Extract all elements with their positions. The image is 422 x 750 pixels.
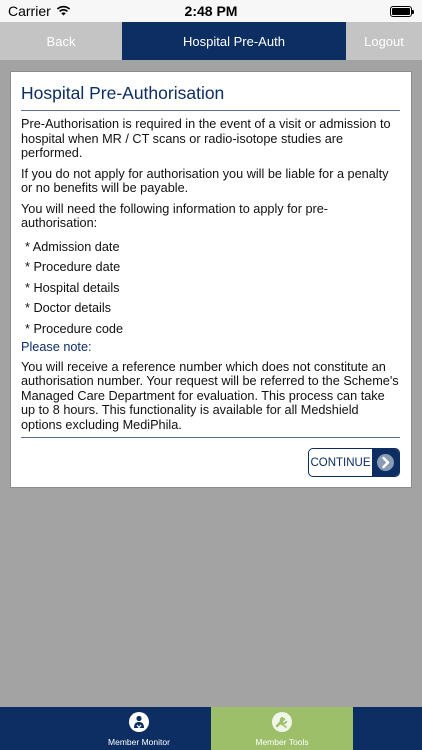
requirement-item: * Procedure date <box>25 260 121 275</box>
status-bar <box>0 0 422 22</box>
status-left <box>8 3 71 19</box>
note-label: Please note: <box>21 340 92 355</box>
page-title: Hospital Pre-Auth <box>183 33 285 49</box>
arrow-right-icon <box>372 449 399 476</box>
requirement-item: * Hospital details <box>25 280 120 295</box>
status-time: 2:48 PM <box>184 3 238 19</box>
tab-bar <box>0 707 422 750</box>
tab-label: Member Monitor <box>108 736 170 747</box>
battery-icon <box>390 6 412 17</box>
nav-bar <box>0 22 422 60</box>
continue-button[interactable] <box>308 448 400 477</box>
member-tools-icon <box>271 711 293 735</box>
card-title: Hospital Pre-Authorisation <box>21 82 400 111</box>
tab-label: Member Tools <box>255 736 309 747</box>
member-monitor-icon <box>128 711 150 735</box>
carrier-label: Carrier <box>8 3 51 19</box>
info-needed-paragraph: You will need the following information to apply for pre-authorisation: <box>21 201 329 230</box>
wifi-icon <box>56 3 71 19</box>
requirement-item: * Procedure code <box>25 321 124 336</box>
tab-member-tools[interactable] <box>211 707 353 750</box>
back-button[interactable]: Back <box>0 22 122 60</box>
requirement-item: * Doctor details <box>25 301 112 316</box>
logout-button[interactable]: Logout <box>346 22 422 60</box>
continue-label: CONTINUE <box>310 456 371 469</box>
tab-member-monitor[interactable] <box>68 707 210 750</box>
note-paragraph: You will receive a reference number which does not constitute an authorisation number. Your request will be referred to the Scheme's Managed Care Department for evaluation. This process can take up to 8 hours. This functionality is available for all Medshield options excluding MediPhila. <box>21 360 400 439</box>
pre-auth-card <box>10 71 412 488</box>
requirements-list <box>21 237 400 340</box>
requirement-item: * Admission date <box>25 239 120 254</box>
penalty-paragraph: If you do not apply for authorisation you will be liable for a penalty or no benefits will be payable. <box>21 166 389 195</box>
intro-paragraph: Pre-Authorisation is required in the event of a visit or admission to hospital when MR / CT scans or radio-isotope studies are performed. <box>21 117 391 160</box>
